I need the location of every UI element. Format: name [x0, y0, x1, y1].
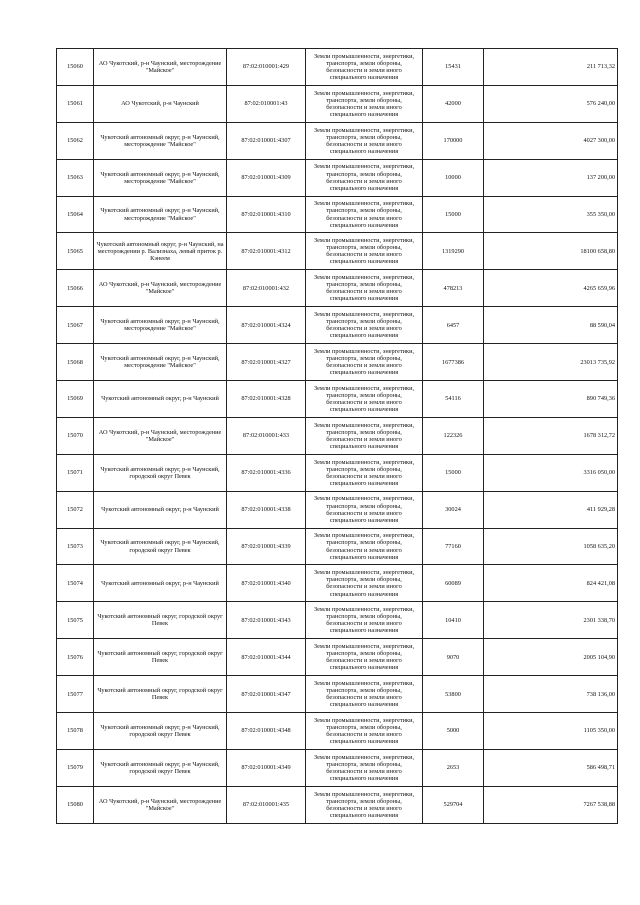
table-row	[57, 49, 618, 86]
address-cell: Чукотский автономный округ, р-н Чаунский, городской округ Певек	[94, 713, 227, 750]
cadastral-cost-cell: 4265 659,96	[484, 270, 618, 307]
area-cell: 529704	[423, 786, 484, 823]
table-row	[57, 528, 618, 565]
cadastral-cost-cell: 3316 050,00	[484, 454, 618, 491]
cadastral-cost-cell: 411 929,28	[484, 491, 618, 528]
cadastral-number-cell: 87:02:010001:4343	[227, 602, 306, 639]
cadastral-number-cell: 87:02:010001:4327	[227, 344, 306, 381]
area-cell: 15000	[423, 196, 484, 233]
table-row	[57, 786, 618, 823]
land-category-cell: Земли промышленности, энергетики, транспорта, земли обороны, безопасности и земли иного специального назначения	[306, 307, 423, 344]
table-row	[57, 749, 618, 786]
address-cell: Чукотский автономный округ, р-н Чаунский, городской округ Певек	[94, 528, 227, 565]
address-cell: АО Чукотский, р-н Чаунский, месторождение "Майское"	[94, 786, 227, 823]
address-cell: Чукотский автономный округ, городской округ Певек	[94, 602, 227, 639]
cadastral-cost-cell: 738 136,00	[484, 676, 618, 713]
area-cell: 77160	[423, 528, 484, 565]
land-category-cell: Земли промышленности, энергетики, транспорта, земли обороны, безопасности и земли иного специального назначения	[306, 676, 423, 713]
land-category-cell: Земли промышленности, энергетики, транспорта, земли обороны, безопасности и земли иного специального назначения	[306, 233, 423, 270]
address-cell: Чукотский автономный округ, р-н Чаунский, городской округ Певек	[94, 454, 227, 491]
cadastral-cost-cell: 18100 658,80	[484, 233, 618, 270]
land-category-cell: Земли промышленности, энергетики, транспорта, земли обороны, безопасности и земли иного специального назначения	[306, 639, 423, 676]
cadastral-number-cell: 87:02:010001:433	[227, 417, 306, 454]
area-cell: 42000	[423, 85, 484, 122]
land-category-cell: Земли промышленности, энергетики, транспорта, земли обороны, безопасности и земли иного специального назначения	[306, 565, 423, 602]
address-cell: Чукотский автономный округ, р-н Чаунский	[94, 491, 227, 528]
address-cell: Чукотский автономный округ, р-н Чаунский	[94, 565, 227, 602]
row-number-cell: 15076	[57, 639, 94, 676]
land-category-cell: Земли промышленности, энергетики, транспорта, земли обороны, безопасности и земли иного специального назначения	[306, 49, 423, 86]
table-row	[57, 122, 618, 159]
row-number-cell: 15062	[57, 122, 94, 159]
cadastral-number-cell: 87:02:010001:4328	[227, 381, 306, 418]
row-number-cell: 15066	[57, 270, 94, 307]
table-row	[57, 270, 618, 307]
table-row	[57, 417, 618, 454]
row-number-cell: 15073	[57, 528, 94, 565]
address-cell: АО Чукотский, р-н Чаунский, месторождение "Майское"	[94, 49, 227, 86]
cadastral-number-cell: 87:02:010001:4340	[227, 565, 306, 602]
land-category-cell: Земли промышленности, энергетики, транспорта, земли обороны, безопасности и земли иного специального назначения	[306, 528, 423, 565]
table-row	[57, 196, 618, 233]
area-cell: 170000	[423, 122, 484, 159]
row-number-cell: 15067	[57, 307, 94, 344]
cadastral-number-cell: 87:02:010001:432	[227, 270, 306, 307]
address-cell: Чукотский автономный округ, р-н Чаунский, месторождение "Майское"	[94, 344, 227, 381]
address-cell: Чукотский автономный округ, городской округ Певек	[94, 639, 227, 676]
cadastral-number-cell: 87:02:010001:4324	[227, 307, 306, 344]
table-row	[57, 454, 618, 491]
cadastral-cost-cell: 4027 300,00	[484, 122, 618, 159]
land-category-cell: Земли промышленности, энергетики, транспорта, земли обороны, безопасности и земли иного специального назначения	[306, 417, 423, 454]
table-row	[57, 159, 618, 196]
area-cell: 30024	[423, 491, 484, 528]
cadastral-number-cell: 87:02:010001:429	[227, 49, 306, 86]
table-row	[57, 565, 618, 602]
table-row	[57, 233, 618, 270]
area-cell: 6457	[423, 307, 484, 344]
table-row	[57, 85, 618, 122]
table-row	[57, 713, 618, 750]
cadastral-number-cell: 87:02:010001:4348	[227, 713, 306, 750]
land-category-cell: Земли промышленности, энергетики, транспорта, земли обороны, безопасности и земли иного специального назначения	[306, 381, 423, 418]
area-cell: 1677386	[423, 344, 484, 381]
address-cell: Чукотский автономный округ, р-н Чаунский, городской округ Певек	[94, 749, 227, 786]
table-row	[57, 381, 618, 418]
area-cell: 478213	[423, 270, 484, 307]
cadastral-cost-cell: 88 590,04	[484, 307, 618, 344]
cadastral-cost-cell: 890 749,36	[484, 381, 618, 418]
land-category-cell: Земли промышленности, энергетики, транспорта, земли обороны, безопасности и земли иного специального назначения	[306, 270, 423, 307]
cadastral-cost-cell: 1105 350,00	[484, 713, 618, 750]
cadastral-cost-cell: 824 421,08	[484, 565, 618, 602]
cadastral-cost-cell: 1678 312,72	[484, 417, 618, 454]
cadastral-number-cell: 87:02:010001:4344	[227, 639, 306, 676]
area-cell: 54116	[423, 381, 484, 418]
land-category-cell: Земли промышленности, энергетики, транспорта, земли обороны, безопасности и земли иного специального назначения	[306, 491, 423, 528]
cadastral-cost-cell: 7267 538,88	[484, 786, 618, 823]
table-body	[57, 49, 618, 824]
cadastral-number-cell: 87:02:010001:4349	[227, 749, 306, 786]
cadastral-number-cell: 87:02:010001:4338	[227, 491, 306, 528]
cadastral-number-cell: 87:02:010001:4312	[227, 233, 306, 270]
cadastral-number-cell: 87:02:010001:4310	[227, 196, 306, 233]
row-number-cell: 15072	[57, 491, 94, 528]
area-cell: 15431	[423, 49, 484, 86]
cadastral-cost-cell: 1058 635,20	[484, 528, 618, 565]
row-number-cell: 15080	[57, 786, 94, 823]
address-cell: Чукотский автономный округ, городской округ Певек	[94, 676, 227, 713]
land-category-cell: Земли промышленности, энергетики, транспорта, земли обороны, безопасности и земли иного специального назначения	[306, 159, 423, 196]
address-cell: Чукотский автономный округ, р-н Чаунский, месторождение "Майское"	[94, 196, 227, 233]
address-cell: Чукотский автономный округ, р-н Чаунский, месторождение "Майское"	[94, 159, 227, 196]
cadastral-cost-cell: 2005 104,90	[484, 639, 618, 676]
cadastral-number-cell: 87:02:010001:435	[227, 786, 306, 823]
table-row	[57, 602, 618, 639]
row-number-cell: 15064	[57, 196, 94, 233]
cadastral-number-cell: 87:02:010001:4347	[227, 676, 306, 713]
row-number-cell: 15069	[57, 381, 94, 418]
row-number-cell: 15074	[57, 565, 94, 602]
row-number-cell: 15060	[57, 49, 94, 86]
table-row	[57, 307, 618, 344]
cadastral-number-cell: 87:02:010001:43	[227, 85, 306, 122]
address-cell: Чукотский автономный округ, р-н Чаунский	[94, 381, 227, 418]
row-number-cell: 15065	[57, 233, 94, 270]
row-number-cell: 15077	[57, 676, 94, 713]
address-cell: Чукотский автономный округ, р-н Чаунский, месторождение "Майское"	[94, 122, 227, 159]
area-cell: 53800	[423, 676, 484, 713]
cadastral-number-cell: 87:02:010001:4309	[227, 159, 306, 196]
row-number-cell: 15070	[57, 417, 94, 454]
cadastral-cost-cell: 211 713,32	[484, 49, 618, 86]
table-row	[57, 344, 618, 381]
row-number-cell: 15079	[57, 749, 94, 786]
row-number-cell: 15068	[57, 344, 94, 381]
area-cell: 1319290	[423, 233, 484, 270]
area-cell: 5000	[423, 713, 484, 750]
area-cell: 15000	[423, 454, 484, 491]
row-number-cell: 15075	[57, 602, 94, 639]
cadastral-cost-cell: 137 200,00	[484, 159, 618, 196]
cadastral-number-cell: 87:02:010001:4307	[227, 122, 306, 159]
table-row	[57, 491, 618, 528]
area-cell: 60089	[423, 565, 484, 602]
area-cell: 122326	[423, 417, 484, 454]
cadastral-cost-cell: 576 240,00	[484, 85, 618, 122]
address-cell: АО Чукотский, р-н Чаунский, месторождение "Майское"	[94, 417, 227, 454]
land-register-table	[56, 48, 618, 824]
row-number-cell: 15071	[57, 454, 94, 491]
land-category-cell: Земли промышленности, энергетики, транспорта, земли обороны, безопасности и земли иного специального назначения	[306, 85, 423, 122]
row-number-cell: 15078	[57, 713, 94, 750]
address-cell: Чукотский автономный округ, р-н Чаунский, месторождение "Майское"	[94, 307, 227, 344]
row-number-cell: 15063	[57, 159, 94, 196]
cadastral-number-cell: 87:02:010001:4336	[227, 454, 306, 491]
cadastral-cost-cell: 355 350,00	[484, 196, 618, 233]
land-category-cell: Земли промышленности, энергетики, транспорта, земли обороны, безопасности и земли иного специального назначения	[306, 786, 423, 823]
land-category-cell: Земли промышленности, энергетики, транспорта, земли обороны, безопасности и земли иного специального назначения	[306, 344, 423, 381]
area-cell: 10410	[423, 602, 484, 639]
cadastral-number-cell: 87:02:010001:4339	[227, 528, 306, 565]
land-category-cell: Земли промышленности, энергетики, транспорта, земли обороны, безопасности и земли иного специального назначения	[306, 196, 423, 233]
row-number-cell: 15061	[57, 85, 94, 122]
area-cell: 9070	[423, 639, 484, 676]
land-category-cell: Земли промышленности, энергетики, транспорта, земли обороны, безопасности и земли иного специального назначения	[306, 122, 423, 159]
table-row	[57, 639, 618, 676]
address-cell: АО Чукотский, р-н Чаунский	[94, 85, 227, 122]
cadastral-cost-cell: 586 498,71	[484, 749, 618, 786]
table-row	[57, 676, 618, 713]
address-cell: Чукотский автономный округ, р-н Чаунский, на месторождении р. Вализнаха, левый приток р. Кэнеем	[94, 233, 227, 270]
address-cell: АО Чукотский, р-н Чаунский, месторождение "Майское"	[94, 270, 227, 307]
area-cell: 10000	[423, 159, 484, 196]
cadastral-cost-cell: 23013 735,92	[484, 344, 618, 381]
land-category-cell: Земли промышленности, энергетики, транспорта, земли обороны, безопасности и земли иного специального назначения	[306, 749, 423, 786]
land-category-cell: Земли промышленности, энергетики, транспорта, земли обороны, безопасности и земли иного специального назначения	[306, 602, 423, 639]
area-cell: 2653	[423, 749, 484, 786]
land-category-cell: Земли промышленности, энергетики, транспорта, земли обороны, безопасности и земли иного специального назначения	[306, 713, 423, 750]
cadastral-cost-cell: 2301 338,70	[484, 602, 618, 639]
land-category-cell: Земли промышленности, энергетики, транспорта, земли обороны, безопасности и земли иного специального назначения	[306, 454, 423, 491]
